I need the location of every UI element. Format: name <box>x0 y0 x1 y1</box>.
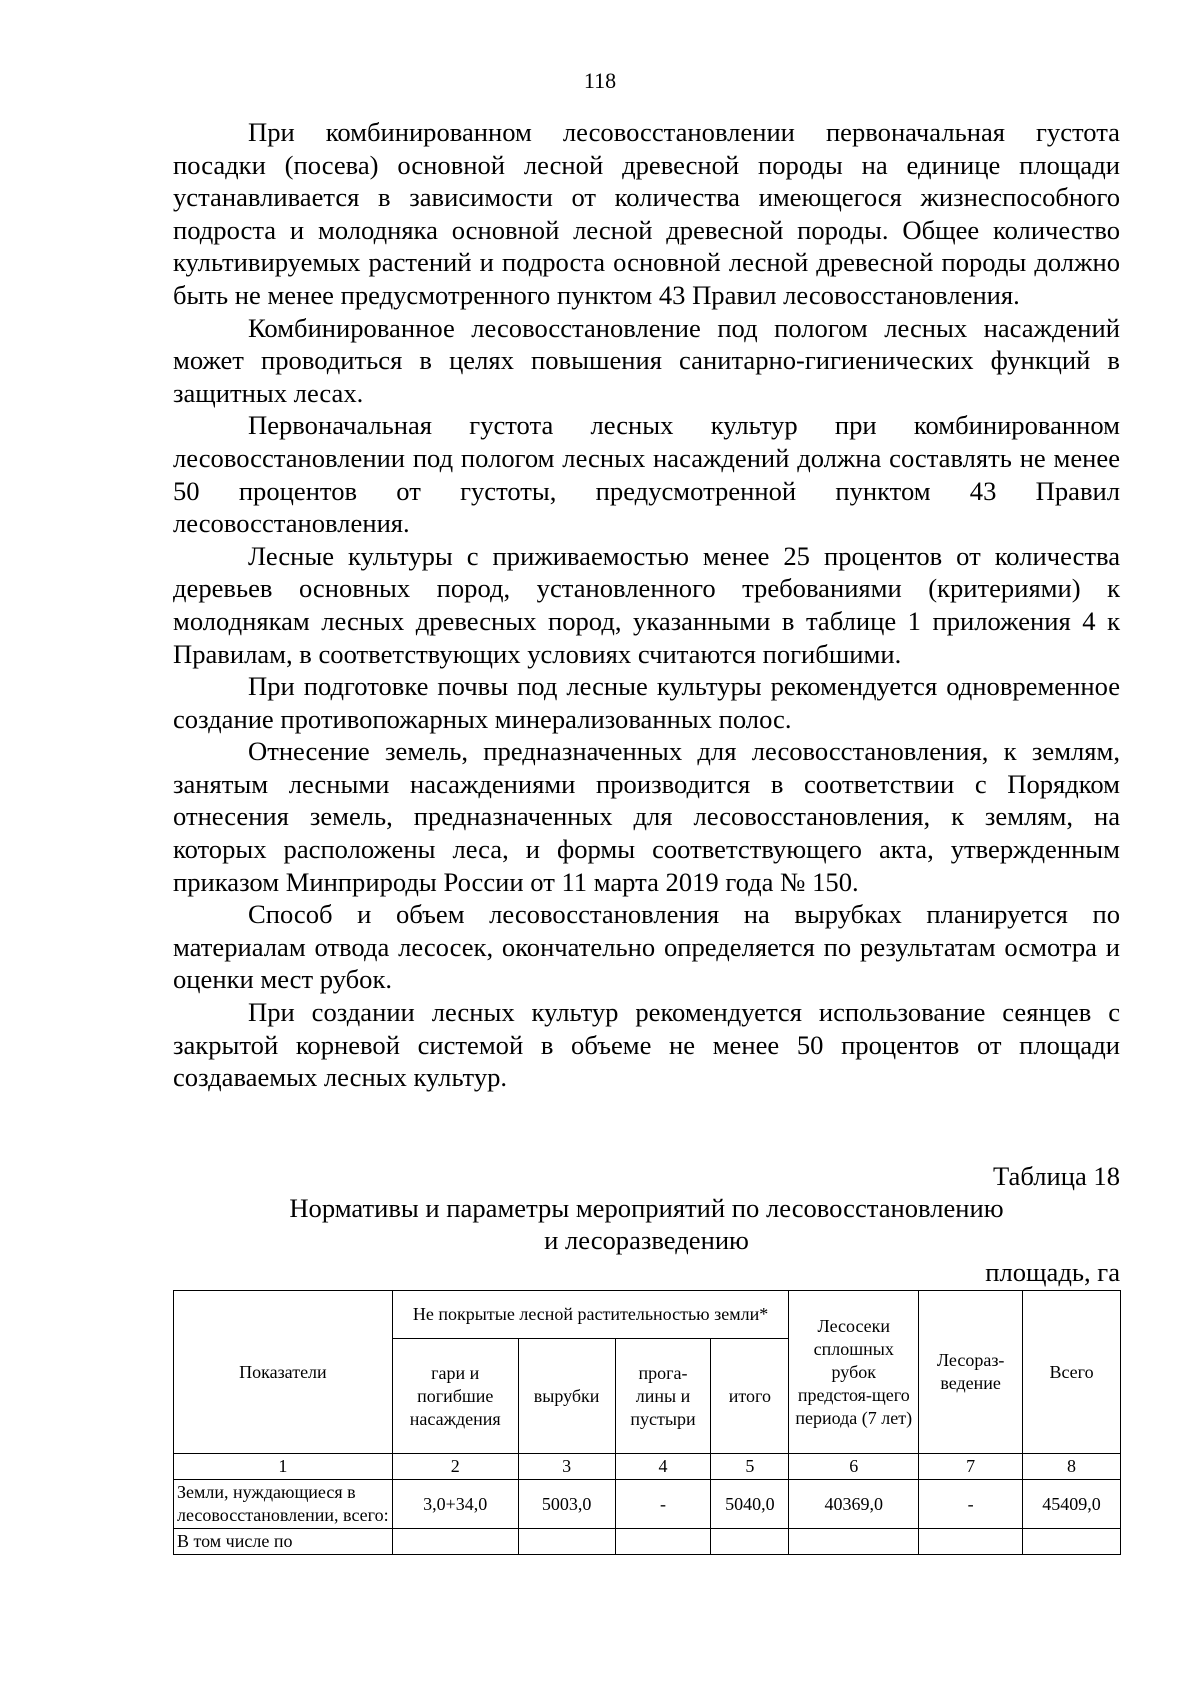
paragraph-survival-rate: Лесные культуры с приживаемостью менее 25 процентов от количества деревьев основных пород, установленного требованиями (критериями) к молоднякам лесных древесных пород, указанными в таблице 1 приложения 4 к Правилам, в соответствующих условиях считаются погибшими. <box>173 540 1120 669</box>
column-number: 2 <box>392 1454 518 1480</box>
column-number: 3 <box>518 1454 615 1480</box>
header-group-not-covered: Не покрытые лесной растительностью земли* <box>392 1291 789 1339</box>
header-grand-total: Всего <box>1023 1291 1121 1454</box>
reforestation-norms-table <box>173 1290 1121 1555</box>
table-cell <box>789 1529 919 1555</box>
table-cell: - <box>919 1480 1023 1529</box>
column-number: 8 <box>1023 1454 1121 1480</box>
table-cell: 3,0+34,0 <box>392 1480 518 1529</box>
header-cuttings: вырубки <box>518 1339 615 1454</box>
header-indicator: Показатели <box>174 1291 393 1454</box>
paragraph-planning-method: Способ и объем лесовосстановления на вырубках планируется по материалам отвода лесосек, окончательно определяется по результатам осмотра и оценки мест рубок. <box>173 899 1120 995</box>
table-cell <box>1023 1529 1121 1555</box>
table-unit: площадь, га <box>985 1257 1120 1287</box>
table-caption: Таблица 18 <box>992 1161 1120 1191</box>
column-number-row <box>174 1454 1121 1480</box>
header-clearcut-areas: Лесосеки сплошных рубок предстоя-щего периода (7 лет) <box>789 1291 919 1454</box>
column-number: 5 <box>711 1454 789 1480</box>
row-label: Земли, нуждающиеся в лесовосстановлении, всего: <box>174 1480 393 1529</box>
column-number: 7 <box>919 1454 1023 1480</box>
column-number: 6 <box>789 1454 919 1480</box>
paragraph-initial-density: Первоначальная густота лесных культур при комбинированном лесовосстановлении под пологом лесных насаждений должна составлять не менее 50 процентов от густоты, предусмотренной пунктом 43 Правил лесовосстановления. <box>173 410 1120 539</box>
table-cell <box>392 1529 518 1555</box>
table-cell <box>919 1529 1023 1555</box>
paragraph-combined-reforestation-density: При комбинированном лесовосстановлении первоначальная густота посадки (посева) основной лесной древесной породы на единице площади устанавливается в зависимости от количества имеющегося жизнеспособного подроста и молодняка основной лесной древесной породы. Общее количество культивируемых растений и подроста основной лесной древесной породы должно быть не менее предусмотренного пунктом 43 Правил лесовосстановления. <box>173 117 1120 310</box>
page-number: 118 <box>583 68 617 93</box>
row-label: В том числе по <box>174 1529 393 1555</box>
column-number: 1 <box>174 1454 393 1480</box>
body-text <box>173 116 1120 1094</box>
table-cell <box>711 1529 789 1555</box>
table-cell: 45409,0 <box>1023 1480 1121 1529</box>
paragraph-closed-root-seedlings: При создании лесных культур рекомендуется использование сеянцев с закрытой корневой системой в объеме не менее 50 процентов от площади создаваемых лесных культур. <box>173 997 1120 1093</box>
table-cell: - <box>615 1480 711 1529</box>
table-cell: 5003,0 <box>518 1480 615 1529</box>
table-title-line-1: Нормативы и параметры мероприятий по лесовосстановлению <box>289 1193 1004 1223</box>
table-cell: 5040,0 <box>711 1480 789 1529</box>
header-glades: прога-лины и пустыри <box>615 1339 711 1454</box>
paragraph-under-canopy: Комбинированное лесовосстановление под пологом лесных насаждений может проводиться в целях повышения санитарно-гигиенических функций в защитных лесах. <box>173 312 1120 408</box>
table-cell <box>518 1529 615 1555</box>
column-number: 4 <box>615 1454 711 1480</box>
table-row <box>174 1480 1121 1529</box>
header-burned: гари и погибшие насаждения <box>392 1339 518 1454</box>
table-cell <box>615 1529 711 1555</box>
table-row <box>174 1529 1121 1555</box>
header-afforestation: Лесораз-ведение <box>919 1291 1023 1454</box>
table-cell: 40369,0 <box>789 1480 919 1529</box>
paragraph-land-classification: Отнесение земель, предназначенных для лесовосстановления, к землям, занятым лесными насаждениями производится в соответствии с Порядком отнесения земель, предназначенных для лесовосстановления, к землям, на которых расположены леса, и формы соответствующего акта, утвержденным приказом Минприроды России от 11 марта 2019 года № 150. <box>173 736 1120 897</box>
paragraph-soil-preparation: При подготовке почвы под лесные культуры рекомендуется одновременное создание противопожарных минерализованных полос. <box>173 671 1120 734</box>
table-title-line-2: и лесоразведению <box>544 1225 749 1255</box>
header-total-group: итого <box>711 1339 789 1454</box>
table-title <box>173 1192 1120 1256</box>
